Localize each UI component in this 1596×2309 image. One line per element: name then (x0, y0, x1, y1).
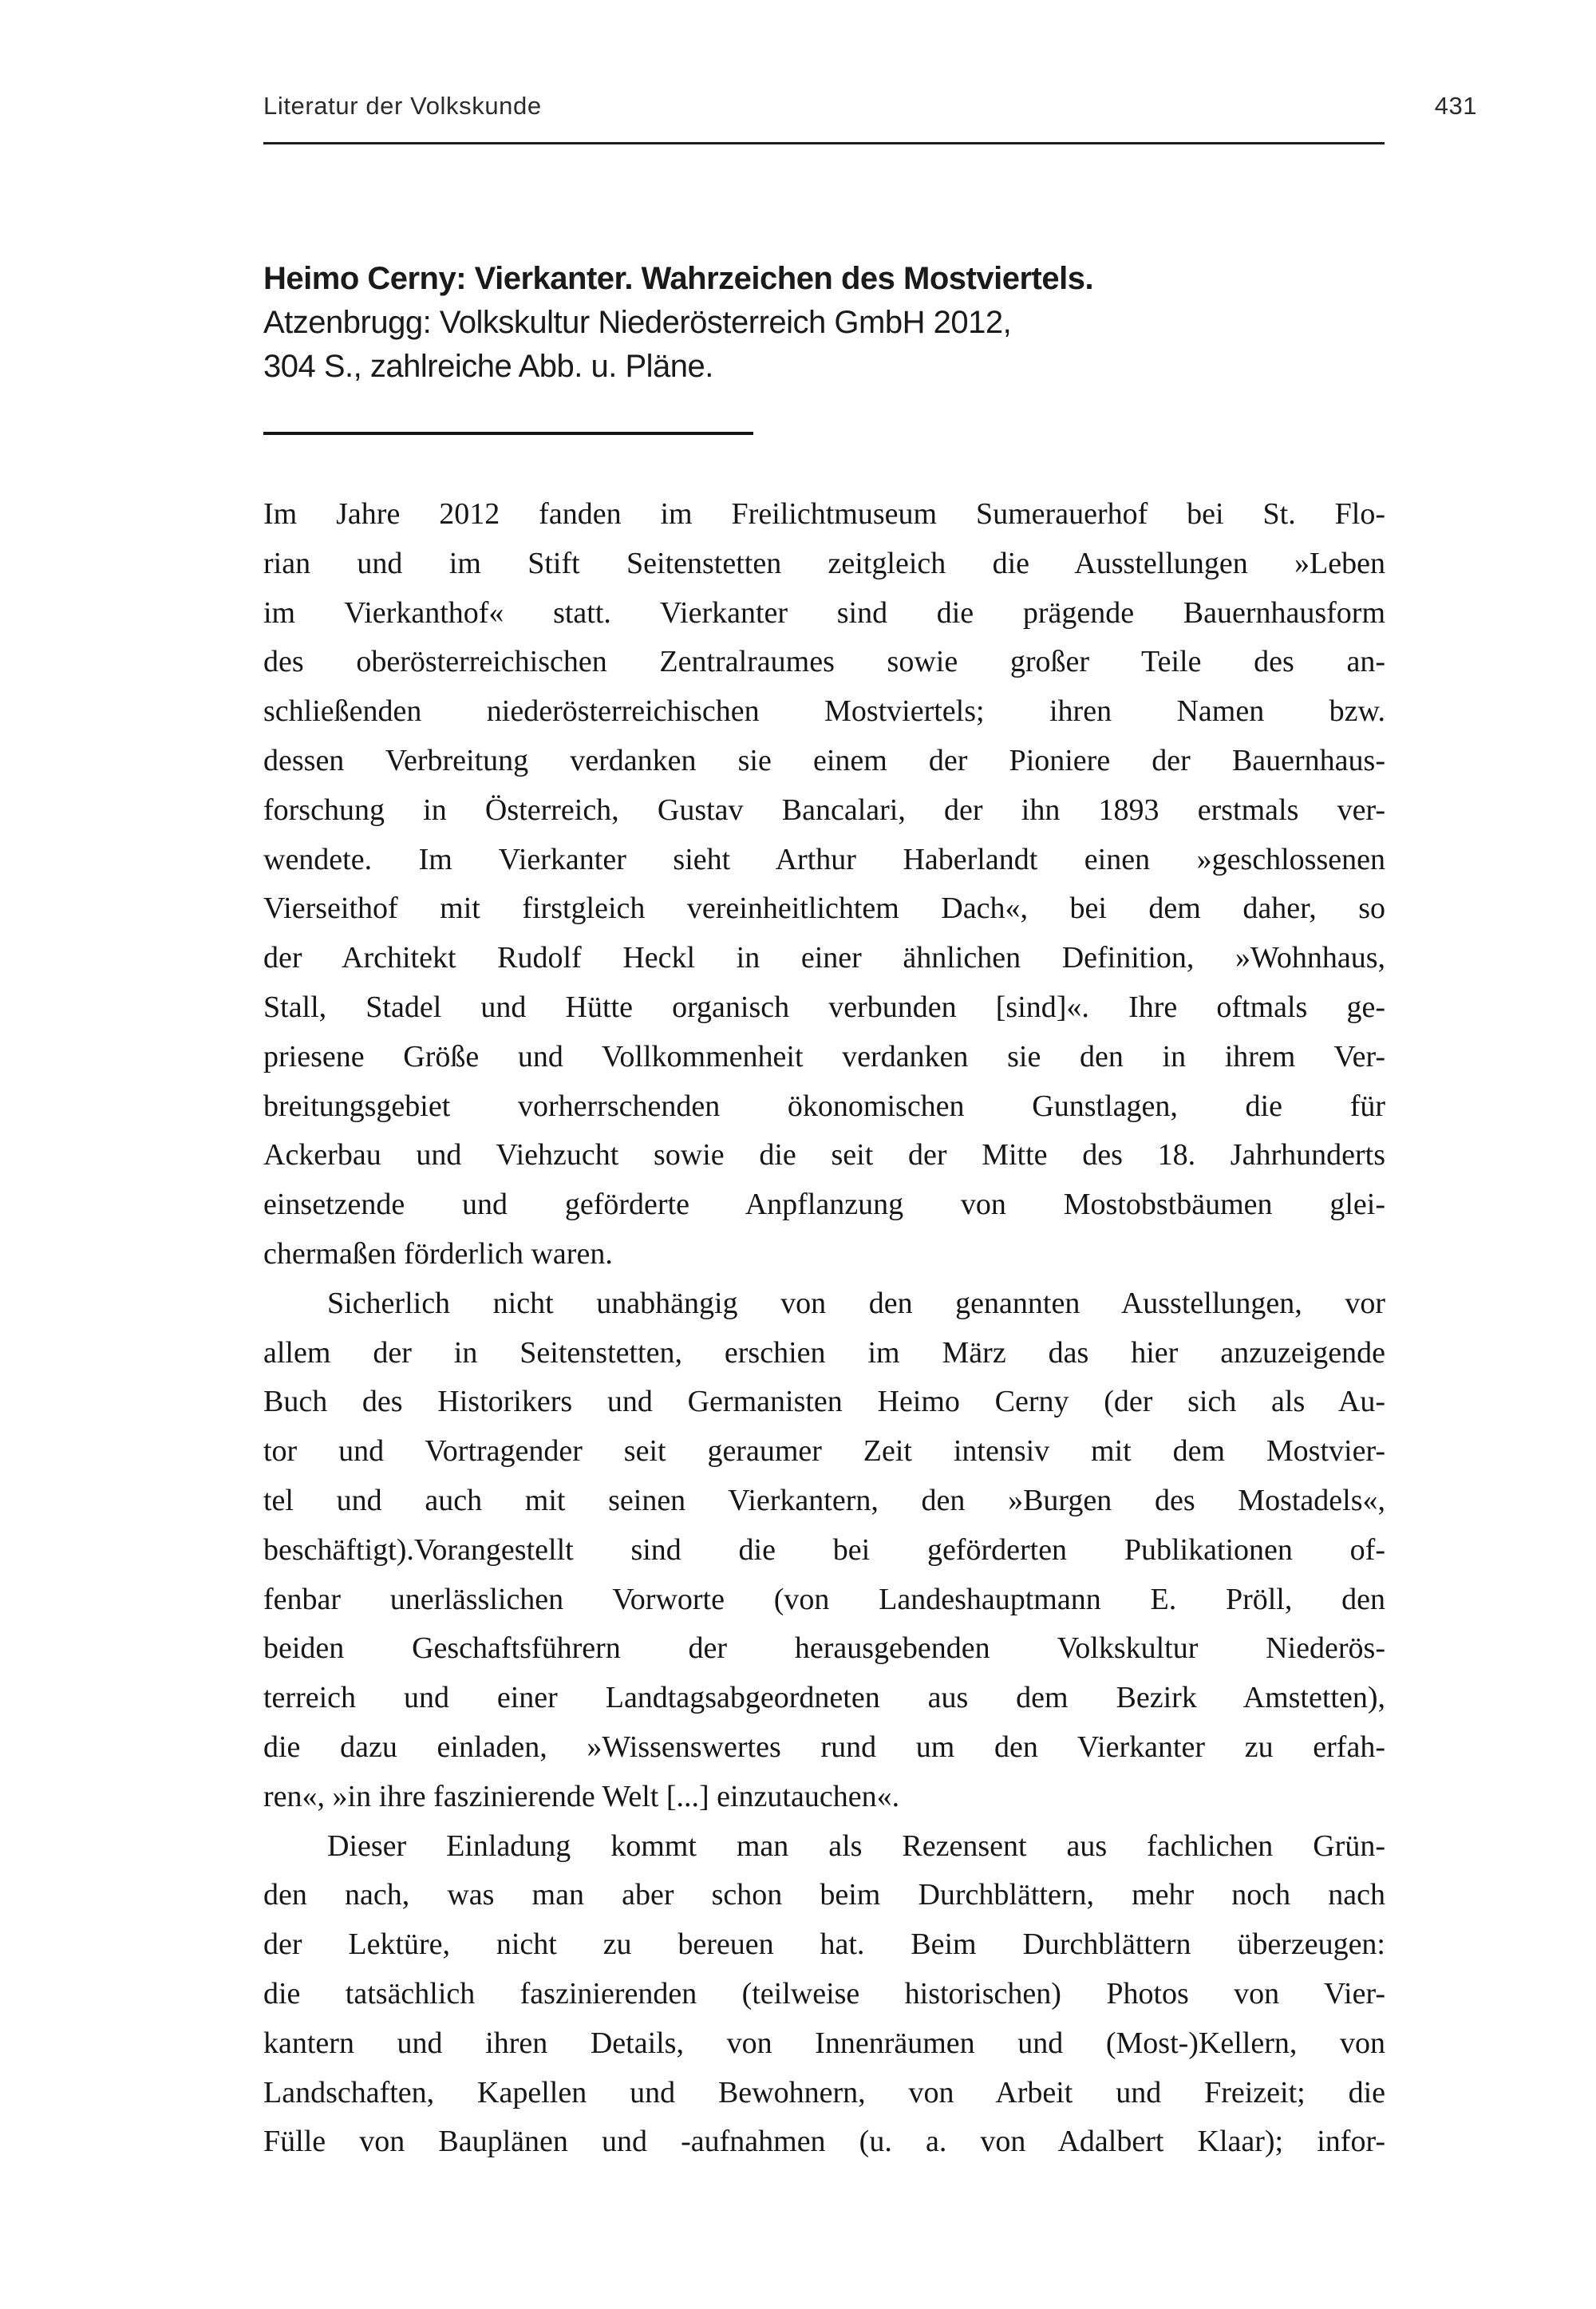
body-text-line: tel und auch mit seinen Vierkantern, den »Burgen des Mostadels«, (263, 1483, 1385, 1517)
body-text-line: terreich und einer Landtagsabgeordneten aus dem Bezirk Amstetten), (263, 1681, 1385, 1715)
body-text-line: breitungsgebiet vorherrschenden ökonomischen Gunstlagen, die für (263, 1089, 1385, 1123)
page-number: 431 (1434, 92, 1477, 120)
book-citation (263, 257, 1396, 389)
body-text-line: ren«, »in ihre faszinierende Welt [...] einzutauchen«. (263, 1779, 900, 1813)
body-text-line: die dazu einladen, »Wissenswertes rund um den Vierkanter zu erfah- (263, 1730, 1385, 1764)
review-body-text (263, 490, 1385, 2167)
running-head: Literatur der Volkskunde (263, 92, 542, 120)
body-text-line: forschung in Österreich, Gustav Bancalari, der ihn 1893 erstmals ver- (263, 793, 1385, 827)
body-text-line: des oberösterreichischen Zentralraumes sowie großer Teile des an- (263, 645, 1385, 679)
body-text-line: tor und Vortragender seit geraumer Zeit intensiv mit dem Mostvier- (263, 1434, 1385, 1469)
book-citation-title: Heimo Cerny: Vierkanter. Wahrzeichen des Mostviertels. (263, 261, 1094, 296)
body-text-line: wendete. Im Vierkanter sieht Arthur Haberlandt einen »geschlossenen (263, 842, 1385, 876)
body-text-line: beiden Geschaftsführern der herausgebenden Volkskultur Niederös- (263, 1631, 1385, 1666)
header-rule (263, 142, 1385, 144)
citation-rule (263, 432, 753, 435)
body-text-line: rian und im Stift Seitenstetten zeitgleich die Ausstellungen »Leben (263, 546, 1385, 580)
body-text-line: schließenden niederösterreichischen Mostviertels; ihren Namen bzw. (263, 694, 1385, 729)
body-text-line: fenbar unerlässlichen Vorworte (von Landeshauptmann E. Pröll, den (263, 1582, 1385, 1616)
body-text-line: Ackerbau und Viehzucht sowie die seit der Mitte des 18. Jahrhunderts (263, 1138, 1385, 1172)
body-text-line: chermaßen förderlich waren. (263, 1236, 613, 1271)
body-text-line: einsetzende und geförderte Anpflanzung von Mostobstbäumen glei- (263, 1188, 1385, 1222)
body-text-line: den nach, was man aber schon beim Durchblättern, mehr noch nach (263, 1878, 1385, 1912)
book-citation-imprint-line-2: 304 S., zahlreiche Abb. u. Pläne. (263, 349, 713, 384)
body-text-line: priesene Größe und Vollkommenheit verdanken sie den in ihrem Ver- (263, 1039, 1385, 1073)
body-text-line: Vierseithof mit firstgleich vereinheitlichtem Dach«, bei dem daher, so (263, 892, 1385, 926)
body-text-line: Dieser Einladung kommt man als Rezensent aus fachlichen Grün- (327, 1829, 1385, 1863)
body-text-line: Sicherlich nicht unabhängig von den genannten Ausstellungen, vor (327, 1286, 1385, 1320)
body-text-line: dessen Verbreitung verdanken sie einem der Pioniere der Bauernhaus- (263, 743, 1385, 777)
body-text-line: Buch des Historikers und Germanisten Heimo Cerny (der sich als Au- (263, 1385, 1385, 1419)
body-text-line: der Architekt Rudolf Heckl in einer ähnlichen Definition, »Wohnhaus, (263, 941, 1385, 975)
body-text-line: allem der in Seitenstetten, erschien im März das hier anzuzeigende (263, 1335, 1385, 1370)
body-text-line: kantern und ihren Details, von Innenräumen und (Most-)Kellern, von (263, 2026, 1385, 2060)
book-citation-imprint-line-1: Atzenbrugg: Volkskultur Niederösterreich GmbH 2012, (263, 305, 1012, 340)
body-text-line: Fülle von Bauplänen und -aufnahmen (u. a. von Adalbert Klaar); infor- (263, 2125, 1385, 2159)
body-text-line: beschäftigt).Vorangestellt sind die bei geförderten Publikationen of- (263, 1532, 1385, 1567)
body-text-line: Landschaften, Kapellen und Bewohnern, von Arbeit und Freizeit; die (263, 2075, 1385, 2109)
body-text-line: Im Jahre 2012 fanden im Freilichtmuseum Sumerauerhof bei St. Flo- (263, 497, 1385, 531)
body-text-line: im Vierkanthof« statt. Vierkanter sind die prägende Bauernhausform (263, 595, 1385, 630)
body-text-line: Stall, Stadel und Hütte organisch verbunden [sind]«. Ihre oftmals ge- (263, 990, 1385, 1024)
body-text-line: der Lektüre, nicht zu bereuen hat. Beim Durchblättern überzeugen: (263, 1927, 1385, 1962)
body-text-line: die tatsächlich faszinierenden (teilweise historischen) Photos von Vier- (263, 1976, 1385, 2010)
